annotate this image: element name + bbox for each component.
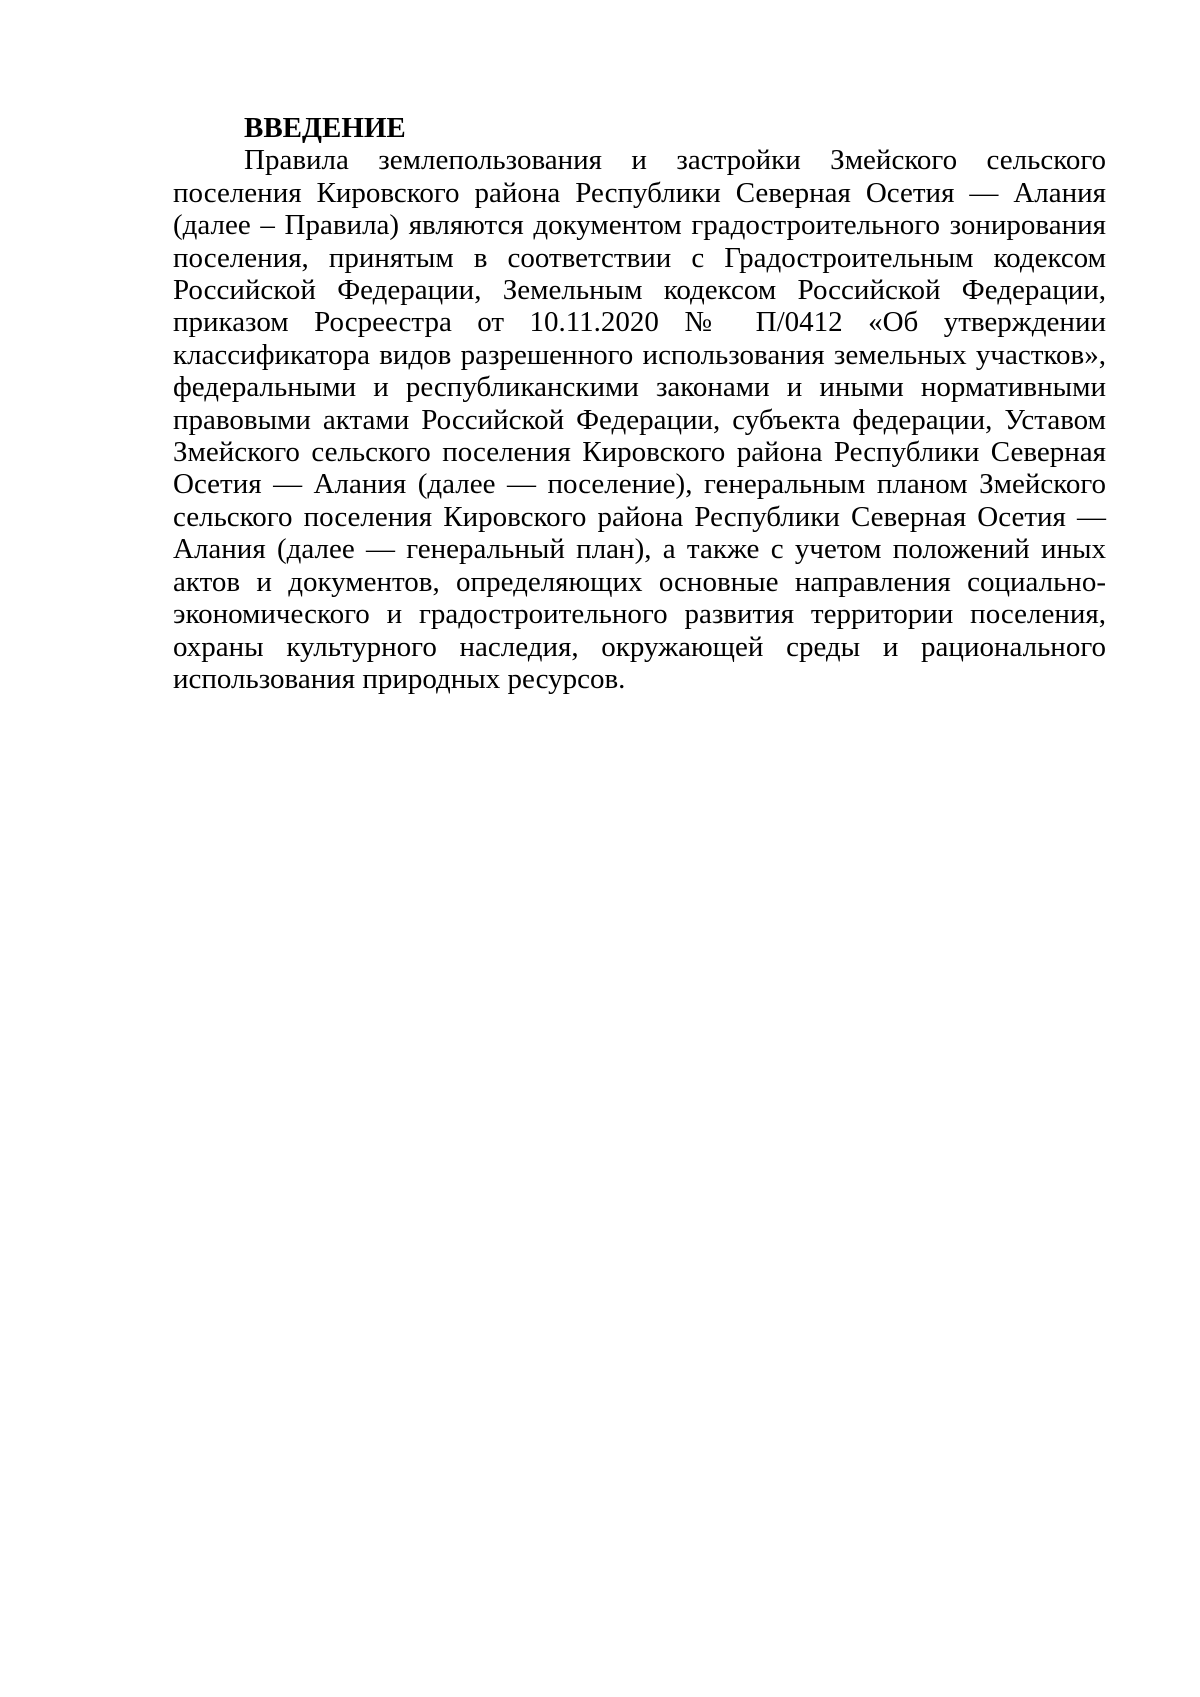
intro-paragraph: Правила землепользования и застройки Змейского сельского поселения Кировского района Республики Северная Осетия — Алания (далее – Правила) являются документом градостроительного зонирования поселения, принятым в соответствии с Градостроительным кодексом Российской Федерации, Земельным кодексом Российской Федерации, приказом Росреестра от 10.11.2020 № П/0412 «Об утверждении классификатора видов разрешенного использования земельных участков», федеральными и республиканскими законами и иными нормативными правовыми актами Российской Федерации, субъекта федерации, Уставом Змейского сельского поселения Кировского района Республики Северная Осетия — Алания (далее — поселение), генеральным планом Змейского сельского поселения Кировского района Республики Северная Осетия — Алания (далее — генеральный план), а также с учетом положений иных актов и документов, определяющих основные направления социально-экономического и градостроительного развития территории поселения, охраны культурного наследия, окружающей среды и рационального использования природных ресурсов. [173, 144, 1106, 695]
page-content [173, 112, 1106, 695]
section-heading: ВВЕДЕНИЕ [244, 112, 406, 144]
